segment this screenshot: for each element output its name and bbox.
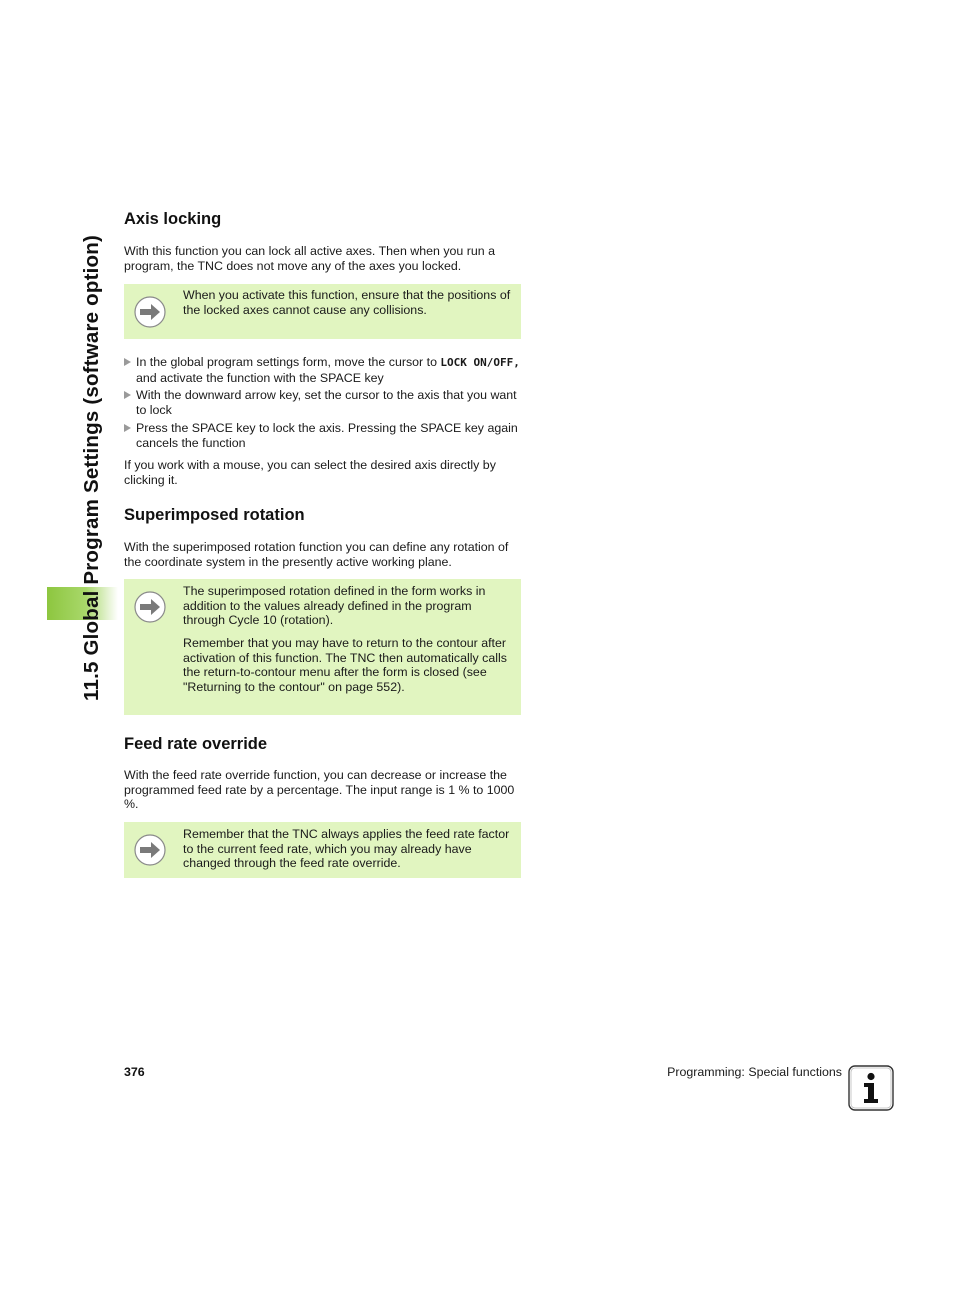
info-icon [848, 1065, 894, 1111]
arrow-right-circle-icon [134, 591, 166, 623]
feed-rate-override-intro: With the feed rate override function, you can decrease or increase the programmed feed rate by a percentage. The input range is 1 % to 1000 %. [124, 768, 515, 811]
step-text: Press the SPACE key to lock the axis. Pressing the SPACE key again cancels the function [136, 421, 518, 450]
heading-axis-locking: Axis locking [124, 210, 222, 228]
heading-superimposed-rotation: Superimposed rotation [124, 506, 305, 524]
bullet-triangle-icon [124, 424, 131, 432]
note-text: Remember that the TNC always applies the feed rate factor to the current feed rate, which you may already have changed through the feed rate override. [183, 827, 510, 870]
axis-locking-intro: With this function you can lock all active axes. Then when you run a program, the TNC does not move any of the axes you locked. [124, 244, 495, 273]
bullet-triangle-icon [124, 358, 131, 366]
step-text: In the global program settings form, move the cursor to LOCK ON/OFF, and activate the function with the SPACE key [136, 355, 520, 385]
note-box-feed-rate-override [124, 822, 521, 878]
superimposed-rotation-intro: With the superimposed rotation function you can define any rotation of the coordinate system in the presently active working plane. [124, 540, 509, 569]
step-text: With the downward arrow key, set the cursor to the axis that you want to lock [136, 388, 517, 417]
mouse-note: If you work with a mouse, you can select the desired axis directly by clicking it. [124, 458, 496, 487]
note-box-axis-locking [124, 284, 521, 339]
arrow-right-circle-icon [134, 296, 166, 328]
chapter-side-title: 11.5 Global Program Settings (software option) [80, 235, 103, 701]
note-box-superimposed-rotation [124, 579, 521, 715]
page-number: 376 [124, 1065, 145, 1079]
bullet-triangle-icon [124, 391, 131, 399]
note-text: When you activate this function, ensure that the positions of the locked axes cannot cause any collisions. [183, 288, 511, 317]
code-lock-on-off: LOCK ON/OFF, [440, 356, 520, 369]
heading-feed-rate-override: Feed rate override [124, 735, 268, 753]
chapter-title: Programming: Special functions [667, 1065, 842, 1079]
note-text: Remember that you may have to return to the contour after activation of this function. The TNC then automatically calls the return-to-contour menu after the form is closed (see "Returning to the contour" on page 552). [183, 636, 507, 694]
arrow-right-circle-icon [134, 834, 166, 866]
note-text: The superimposed rotation defined in the form works in addition to the values already defined in the program through Cycle 10 (rotation). [183, 584, 486, 627]
